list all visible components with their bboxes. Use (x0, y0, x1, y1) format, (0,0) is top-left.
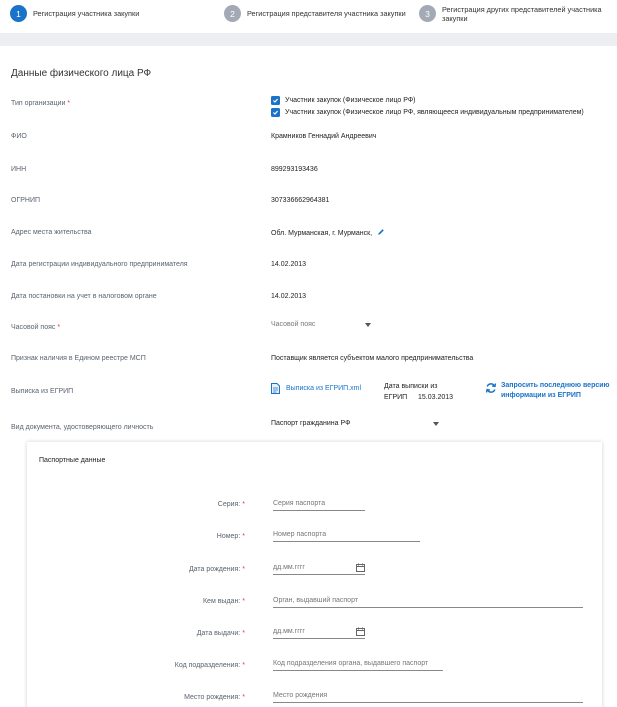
id-doc-select[interactable] (271, 420, 439, 427)
egrip-date-value: 15.03.2013 (418, 394, 454, 401)
step-2-label: Регистрация представителя участника закупки (247, 9, 406, 18)
calendar-icon[interactable] (356, 627, 365, 636)
refresh-icon (485, 382, 497, 394)
calendar-icon[interactable] (356, 563, 365, 572)
issue-date-input[interactable] (273, 628, 365, 639)
address-label: Адрес места жительства (11, 229, 92, 236)
registration-stepper (0, 0, 617, 33)
birth-date-placeholder: дд.мм.гггг (273, 564, 305, 571)
series-input[interactable] (273, 500, 365, 511)
ip-reg-date-value: 14.02.2013 (271, 261, 307, 268)
birth-place-input[interactable] (273, 692, 583, 703)
timezone-select[interactable] (271, 321, 371, 328)
address-text: Обл. Мурманская, г. Мурманск, (271, 230, 373, 237)
issued-by-placeholder: Орган, выдавший паспорт (273, 597, 359, 604)
timezone-label: Часовой пояс * (11, 324, 61, 331)
org-type-label: Тип организации * (11, 100, 71, 107)
timezone-placeholder: Часовой пояс (271, 321, 316, 328)
egrip-refresh-label: Запросить последнюю версию информации из ЕГРИП (501, 382, 610, 399)
org-type-option-1[interactable] (271, 96, 416, 105)
dept-code-placeholder: Код подразделения органа, выдавшего паспорт (273, 660, 429, 667)
egrip-date-label: Дата выписки из ЕГРИП (384, 383, 438, 401)
step-3[interactable] (419, 5, 617, 23)
id-doc-label: Вид документа, удостоверяющего личность (11, 424, 154, 431)
birth-date-input[interactable] (273, 564, 365, 575)
step-3-number: 3 (419, 5, 436, 22)
ip-reg-date-label: Дата регистрации индивидуального предпринимателя (11, 261, 188, 268)
header-divider-band (0, 33, 617, 46)
check-icon (272, 97, 279, 104)
egrip-file-link[interactable] (271, 383, 361, 394)
chevron-down-icon (365, 323, 371, 327)
pencil-icon[interactable] (377, 228, 385, 236)
org-type-option-1-label: Участник закупок (Физическое лицо РФ) (285, 97, 416, 104)
egrip-label: Выписка из ЕГРИП (11, 388, 74, 395)
inn-label: ИНН (11, 166, 27, 173)
issued-by-input[interactable] (273, 597, 583, 608)
number-placeholder: Номер паспорта (273, 531, 327, 538)
checkbox-checked[interactable] (271, 96, 280, 105)
id-doc-value: Паспорт гражданина РФ (271, 420, 351, 427)
step-3-label: Регистрация других представителей участника закупки (442, 5, 602, 23)
series-placeholder: Серия паспорта (273, 500, 326, 507)
egrip-extract-date (384, 381, 454, 403)
inn-value: 899293193436 (271, 166, 318, 173)
ogrnip-label: ОГРНИП (11, 197, 41, 204)
passport-card-title: Паспортные данные (39, 457, 106, 464)
fio-value: Крамников Геннадий Андреевич (271, 133, 377, 140)
ogrnip-value: 307336662964381 (271, 197, 330, 204)
required-mark: * (57, 324, 61, 331)
step-2-number: 2 (224, 5, 241, 22)
step-1-label: Регистрация участника закупки (33, 9, 140, 18)
passport-card: Паспортные данные Серия: * Серия паспорта Номер: * Номер паспорта Дата рождения: * дд.мм.гггг Кем выдан: * Орган, выдавший паспорт Дата выдачи: * дд.мм.гггг Код подразделения: * Код подразделения органа, выдавшего паспорт Место рождения: * Место рождения (27, 442, 602, 707)
address-value (271, 228, 385, 237)
tax-reg-date-label: Дата постановки на учет в налоговом органе (11, 293, 157, 300)
step-2[interactable] (224, 5, 406, 22)
required-mark: * (67, 100, 71, 107)
org-type-option-2[interactable] (271, 108, 584, 117)
msp-value: Поставщик является субъектом малого предпринимательства (271, 355, 474, 362)
chevron-down-icon (433, 422, 439, 426)
msp-label: Признак наличия в Едином реестре МСП (11, 355, 146, 362)
tax-reg-date-value: 14.02.2013 (271, 293, 307, 300)
birth-place-placeholder: Место рождения (273, 692, 328, 699)
org-type-option-2-label: Участник закупок (Физическое лицо РФ, являющееся индивидуальным предпринимателем) (285, 109, 584, 116)
file-icon (271, 383, 280, 394)
step-1[interactable] (10, 5, 139, 22)
checkbox-checked[interactable] (271, 108, 280, 117)
number-input[interactable] (273, 531, 420, 542)
section-title: Данные физического лица РФ (11, 68, 152, 79)
issue-date-placeholder: дд.мм.гггг (273, 628, 305, 635)
fio-label: ФИО (11, 133, 27, 140)
dept-code-input[interactable] (273, 660, 443, 671)
egrip-refresh-link[interactable] (485, 381, 617, 401)
check-icon (272, 109, 279, 116)
egrip-file-name: Выписка из ЕГРИП.xml (286, 385, 362, 392)
step-1-number: 1 (10, 5, 27, 22)
